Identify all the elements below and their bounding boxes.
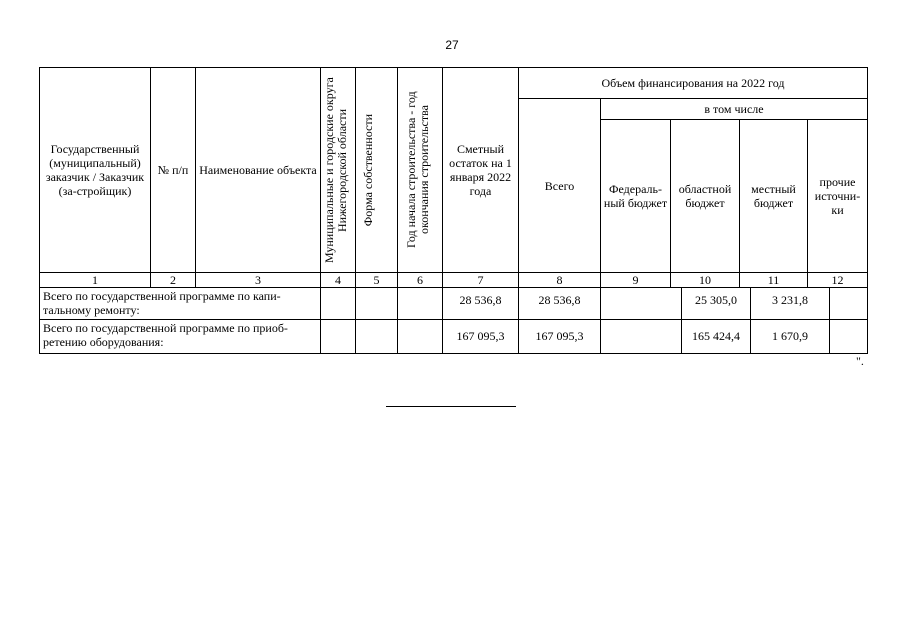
row-1-federal — [600, 287, 682, 320]
header-customer-text: Государственный (муниципальный) заказчик / Заказчик (за-стройщик) — [45, 142, 145, 198]
header-municipality-text: Муниципальные и городские округа Нижегородской области — [322, 77, 349, 263]
header-other — [807, 119, 868, 273]
row-1-col6 — [397, 287, 443, 320]
header-including — [600, 98, 868, 120]
colnum-3: 3 — [195, 272, 321, 288]
header-local-text: местный бюджет — [751, 182, 796, 210]
footer-divider — [386, 406, 516, 407]
row-2-col4 — [320, 319, 356, 354]
header-financing-group-text: Объем финансирования на 2022 год — [601, 76, 785, 90]
closing-mark: ". — [856, 354, 864, 368]
row-2-label: Всего по государственной программе по приоб-ретению оборудования: — [39, 319, 321, 354]
row-1-col4 — [320, 287, 356, 320]
header-estimate-text: Сметный остаток на 1 января 2022 года — [449, 142, 512, 198]
header-object-name — [195, 67, 321, 273]
header-regional-text: областной бюджет — [678, 182, 732, 210]
row-1-local: 3 231,8 — [750, 287, 830, 320]
header-local — [739, 119, 808, 273]
colnum-6: 6 — [397, 272, 443, 288]
row-1-other — [829, 287, 868, 320]
colnum-12: 12 — [807, 272, 868, 288]
colnum-10: 10 — [670, 272, 740, 288]
colnum-1: 1 — [39, 272, 151, 288]
header-financing-group — [518, 67, 868, 99]
header-estimate — [442, 67, 519, 273]
row-1-label: Всего по государственной программе по капи-тальному ремонту: — [39, 287, 321, 320]
row-2-total: 167 095,3 — [518, 319, 601, 354]
colnum-5: 5 — [355, 272, 398, 288]
colnum-7: 7 — [442, 272, 519, 288]
header-regional — [670, 119, 740, 273]
row-1-col5 — [355, 287, 398, 320]
colnum-8: 8 — [518, 272, 601, 288]
row-1-total: 28 536,8 — [518, 287, 601, 320]
row-2-estimate: 167 095,3 — [442, 319, 519, 354]
row-2-col5 — [355, 319, 398, 354]
header-ownership-text: Форма собственности — [360, 113, 375, 227]
header-including-text: в том числе — [704, 102, 764, 116]
colnum-9: 9 — [600, 272, 671, 288]
row-2-col6 — [397, 319, 443, 354]
header-municipality — [320, 67, 356, 273]
header-years — [397, 67, 443, 273]
row-2-other — [829, 319, 868, 354]
header-total — [518, 98, 601, 273]
colnum-11: 11 — [739, 272, 808, 288]
row-2-regional: 165 424,4 — [681, 319, 751, 354]
row-2-federal — [600, 319, 682, 354]
header-years-text: Год начала строительства - год окончания строительства — [404, 91, 431, 249]
header-federal — [600, 119, 671, 273]
header-federal-text: Федераль-ный бюджет — [603, 182, 668, 210]
header-index-text: № п/п — [157, 163, 189, 177]
row-1-regional: 25 305,0 — [681, 287, 751, 320]
colnum-4: 4 — [320, 272, 356, 288]
header-ownership — [355, 67, 398, 273]
header-index — [150, 67, 196, 273]
row-2-local: 1 670,9 — [750, 319, 830, 354]
colnum-2: 2 — [150, 272, 196, 288]
header-object-name-text: Наименование объекта — [199, 163, 317, 177]
row-1-estimate: 28 536,8 — [442, 287, 519, 320]
header-total-text: Всего — [544, 178, 575, 193]
page-number: 27 — [445, 38, 459, 52]
header-other-text: прочие источни-ки — [814, 175, 861, 217]
header-customer — [39, 67, 151, 273]
